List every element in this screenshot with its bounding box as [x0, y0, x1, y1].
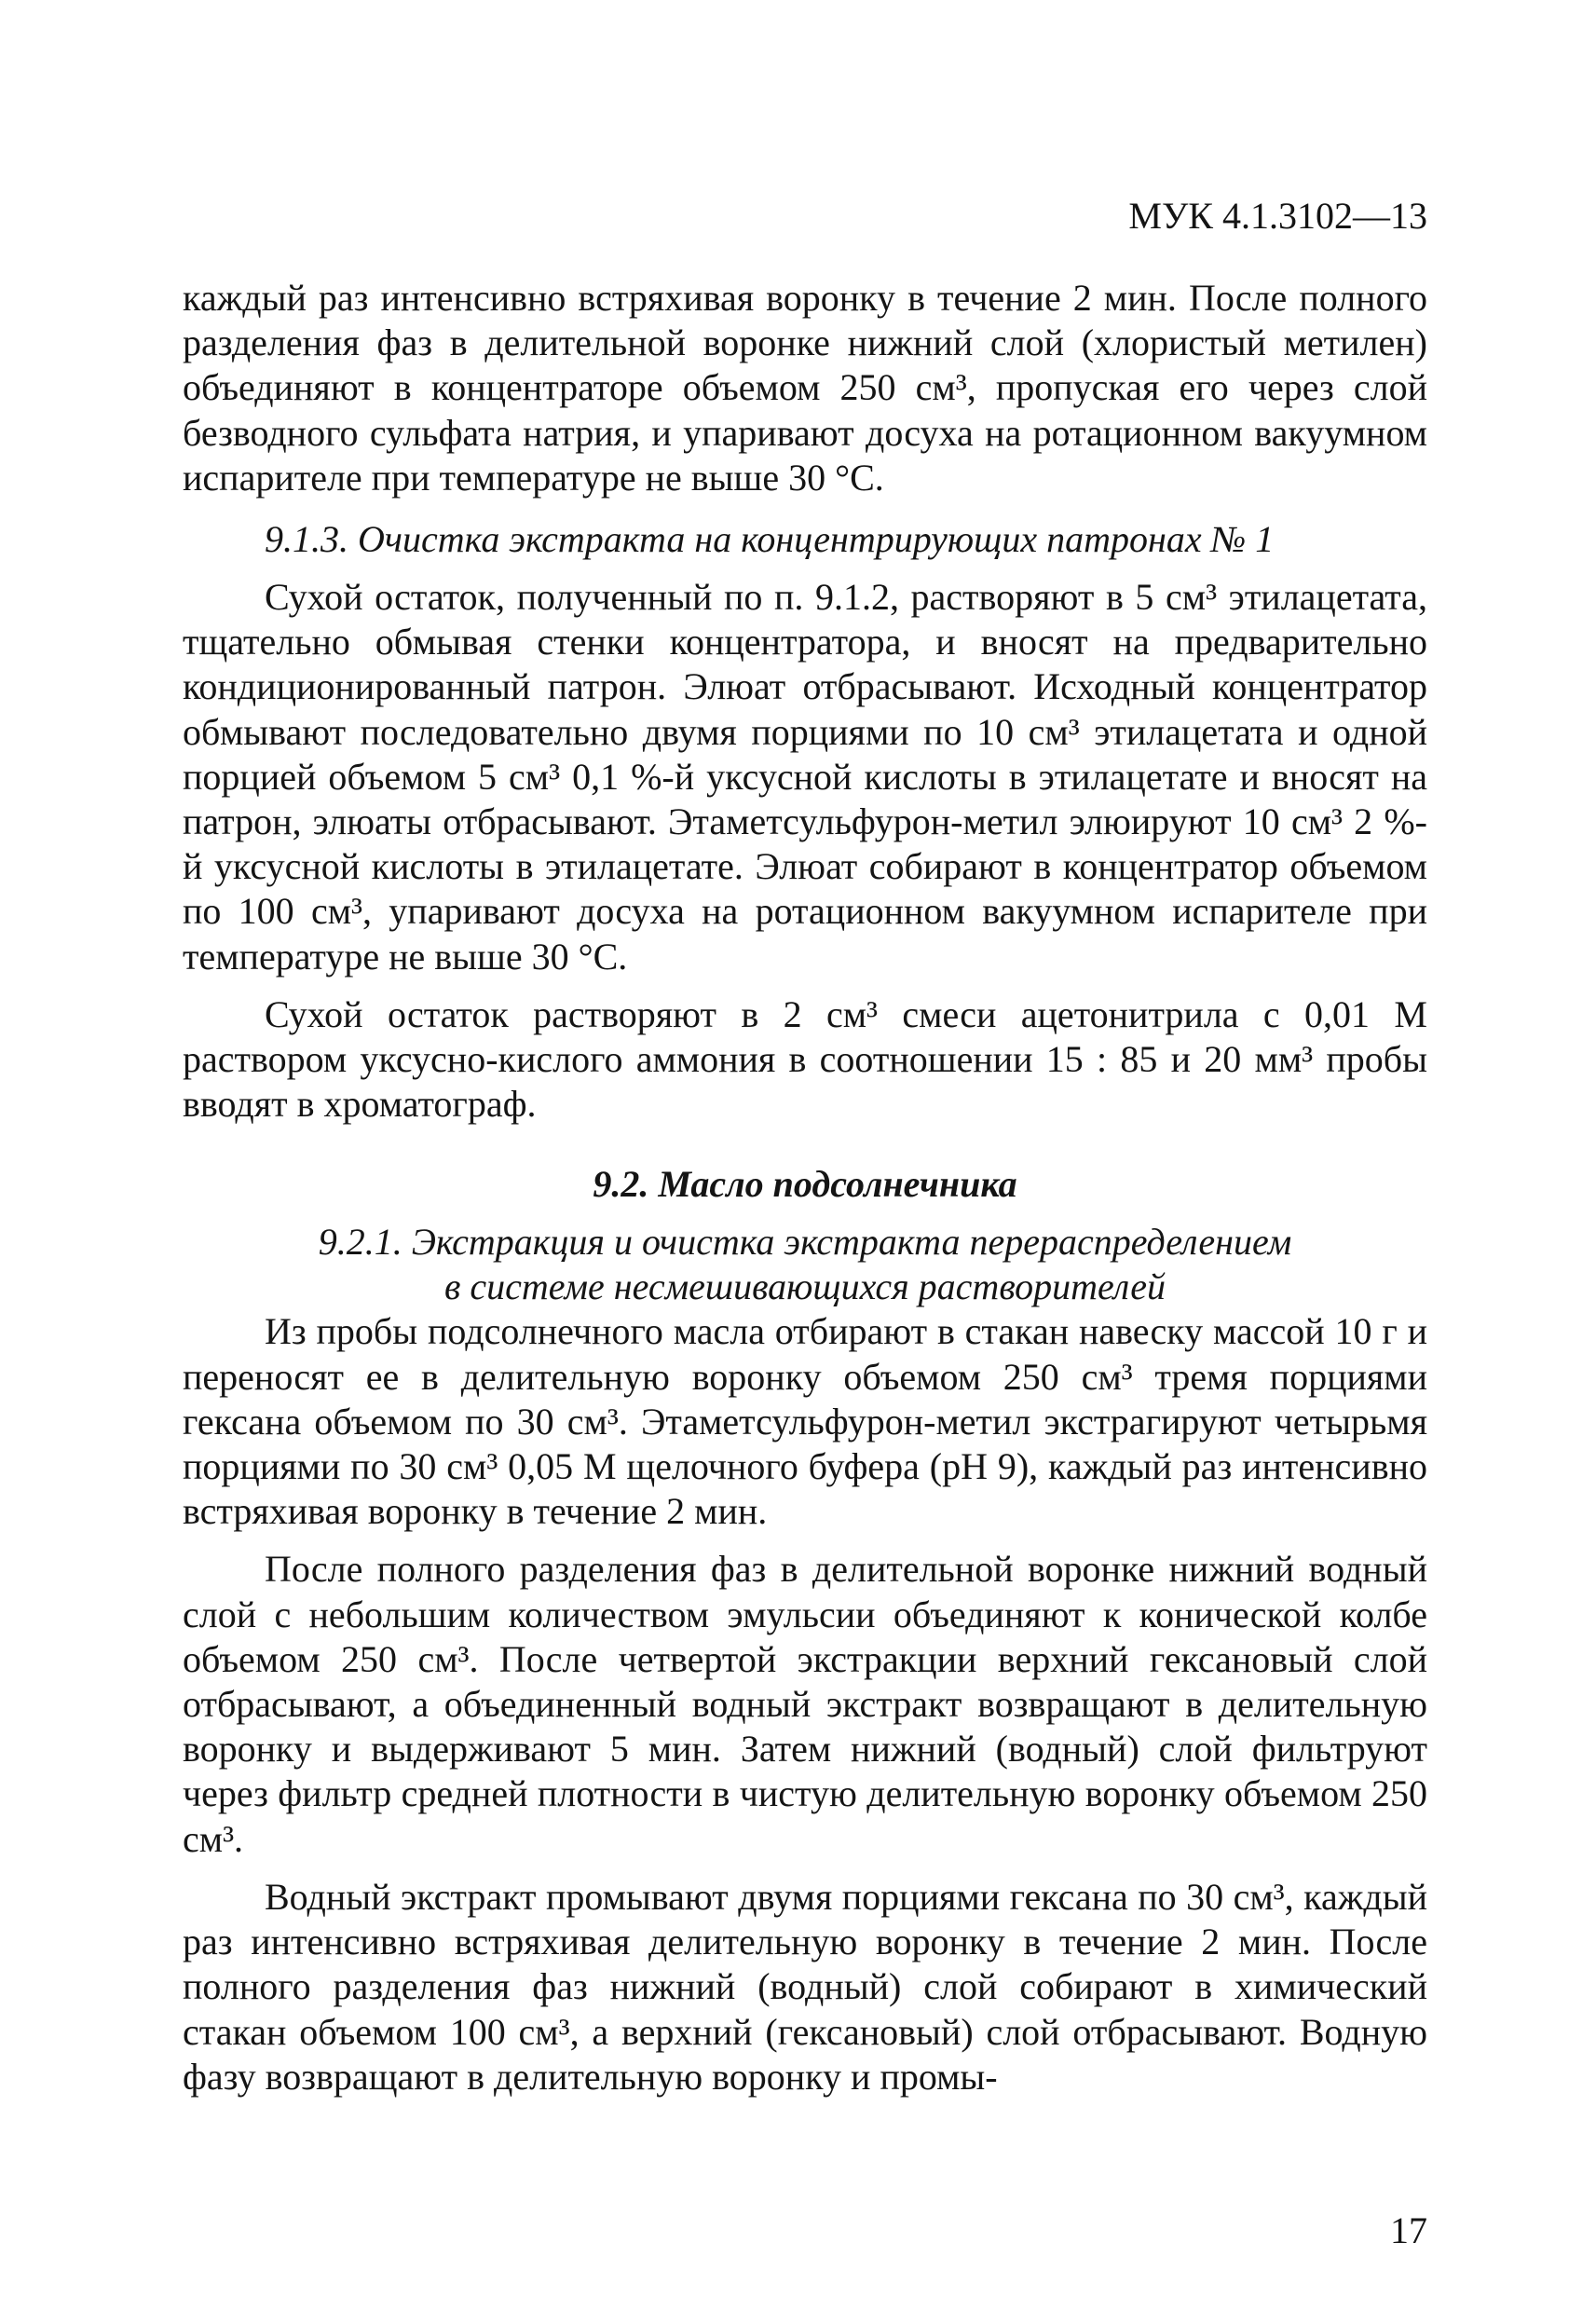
paragraph-cleanup-procedure: Сухой остаток, полученный по п. 9.1.2, растворяют в 5 см³ этилацетата, тщательно обмывая стенки концентратора, и вносят на предварительно кондиционированный патрон. Элюат отбрасывают. Исходный концентратор обмывают последовательно двумя порциями по 10 см³ этилацетата и одной порцией объемом 5 см³ 0,1 %-й уксусной кислоты в этилацетате и вносят на патрон, элюаты отбрасывают. Этаметсульфурон-метил элюируют 10 см³ 2 %-й уксусной кислоты в этилацетате. Элюат собирают в концентратор объемом по 100 см³, упаривают досуха на ротационном вакуумном испарителе при температуре не выше 30 °С. [183, 576, 1427, 978]
paragraph-phase-separation: После полного разделения фаз в делительной воронке нижний водный слой с небольшим количеством эмульсии объединяют к конической колбе объемом 250 см³. После четвертой экстракции верхний гексановый слой отбрасывают, а объединенный водный экстракт возвращают в делительную воронку и выдерживают 5 мин. Затем нижний (водный) слой фильтруют через фильтр средней плотности в чистую делительную воронку объемом 250 см³. [183, 1548, 1427, 1860]
subsection-heading-9-2-1 [183, 1220, 1427, 1309]
paragraph-hexane-wash: Водный экстракт промывают двумя порциями гексана по 30 см³, каждый раз интенсивно встряхивая делительную воронку в течение 2 мин. После полного разделения фаз нижний (водный) слой собирают в химический стакан объемом 100 см³, а верхний (гексановый) слой отбрасывают. Водную фазу возвращают в делительную воронку и промы- [183, 1875, 1427, 2098]
subsection-heading-line-1: 9.2.1. Экстракция и очистка экстракта перераспределением [318, 1221, 1292, 1264]
paragraph-sunflower-extraction: Из пробы подсолнечного масла отбирают в стакан навеску массой 10 г и переносят ее в делительную воронку объемом 250 см³ тремя порциями гексана объемом по 30 см³. Этаметсульфурон-метил экстрагируют четырьмя порциями по 30 см³ 0,05 М щелочного буфера (рН 9), каждый раз интенсивно встряхивая воронку в течение 2 мин. [183, 1310, 1427, 1533]
paragraph-dry-residue: Сухой остаток растворяют в 2 см³ смеси ацетонитрила с 0,01 М раствором уксусно-кислого аммония в соотношении 15 : 85 и 20 мм³ пробы вводят в хроматограф. [183, 992, 1427, 1126]
document-page [183, 194, 1427, 2244]
paragraph-continuation: каждый раз интенсивно встряхивая воронку в течение 2 мин. После полного разделения фаз в делительной воронке нижний слой (хлористый метилен) объединяют в концентраторе объемом 250 см³, пропуская его через слой безводного сульфата натрия, и упаривают досуха на ротационном вакуумном испарителе при температуре не выше 30 °С. [183, 277, 1427, 499]
running-header: МУК 4.1.3102—13 [1128, 195, 1427, 237]
subsection-heading-line-2: в системе несмешивающихся растворителей [443, 1265, 1166, 1308]
page-number: 17 [1390, 2209, 1427, 2251]
subsection-heading-9-1-3: 9.1.3. Очистка экстракта на концентрирующих патронах № 1 [265, 518, 1275, 561]
section-heading-9-2: 9.2. Масло подсолнечника [593, 1163, 1017, 1206]
